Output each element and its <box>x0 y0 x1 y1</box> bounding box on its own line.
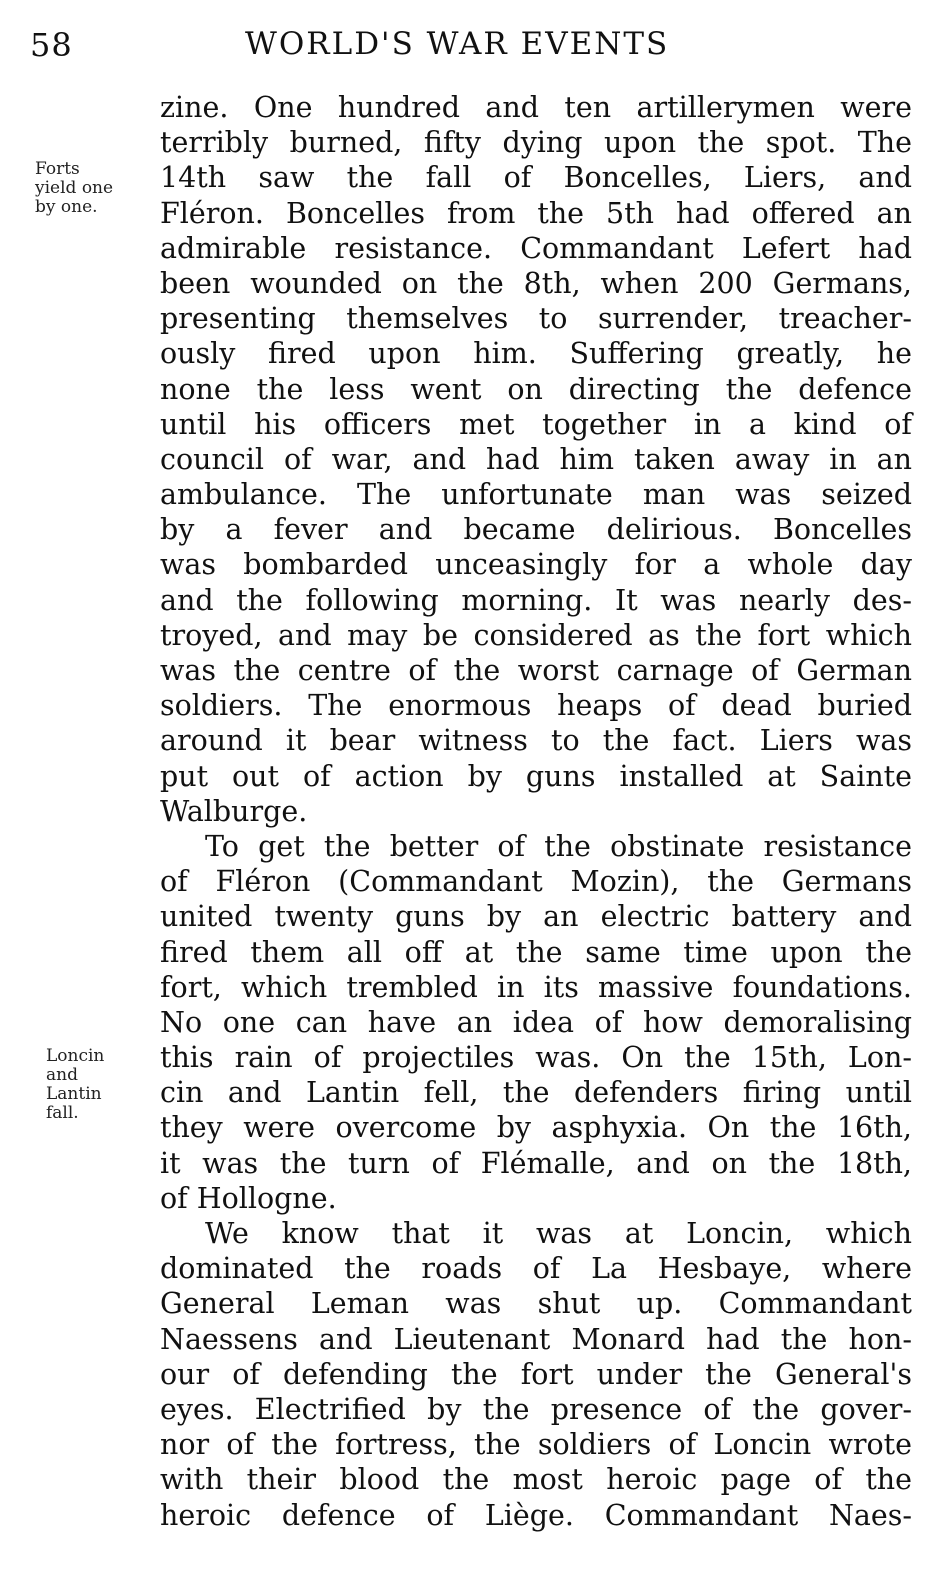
text-line: fired them all off at the same time upon the <box>160 935 912 969</box>
text-line: was bombarded unceasingly for a whole day <box>160 548 912 582</box>
text-line: until his officers met together in a kind of <box>160 407 912 441</box>
text-line: council of war, and had him taken away in an <box>160 442 912 476</box>
text-line: soldiers. The enormous heaps of dead buried <box>160 689 912 723</box>
text-line: Fléron. Boncelles from the 5th had offered an <box>160 196 912 230</box>
sidenote-line: by one. <box>35 197 98 217</box>
text-line: our of defending the fort under the General's <box>160 1357 912 1391</box>
text-line: heroic defence of Liège. Commandant Naes- <box>160 1498 912 1532</box>
text-line: with their blood the most heroic page of the <box>160 1463 912 1497</box>
text-line: was the centre of the worst carnage of German <box>160 654 912 687</box>
text-line: by a fever and became delirious. Boncelles <box>160 513 912 547</box>
text-line: 14th saw the fall of Boncelles, Liers, and <box>160 161 912 195</box>
text-line: fort, which trembled in its massive foundations. <box>160 970 912 1004</box>
sidenote-line: Lantin <box>46 1084 102 1104</box>
text-line: and the following morning. It was nearly des- <box>160 583 912 617</box>
text-line: of Hollogne. <box>160 1181 337 1215</box>
text-line: ambulance. The unfortunate man was seized <box>160 478 912 512</box>
page-header <box>0 22 950 72</box>
text-line: To get the better of the obstinate resistance <box>205 829 912 863</box>
text-line: been wounded on the 8th, when 200 Germans, <box>160 266 912 300</box>
text-line: admirable resistance. Commandant Lefert had <box>160 231 912 265</box>
sidenote-line: and <box>46 1065 78 1085</box>
sidenote-line: yield one <box>35 178 114 198</box>
text-line: eyes. Electrified by the presence of the gover- <box>160 1392 912 1426</box>
sidenote-line: Forts <box>35 159 80 179</box>
text-line: terribly burned, fifty dying upon the spot. The <box>160 126 912 160</box>
sidenote-loncin-lantin <box>46 1047 104 1123</box>
text-line: Walburge. <box>160 794 308 828</box>
text-line: No one can have an idea of how demoralising <box>160 1005 912 1039</box>
text-line: this rain of projectiles was. On the 15th, Lon- <box>160 1041 912 1075</box>
sidenote-line: fall. <box>46 1103 79 1123</box>
text-line: We know that it was at Loncin, which <box>205 1217 912 1250</box>
text-line: around it bear witness to the fact. Liers was <box>160 724 912 758</box>
text-line: Naessens and Lieutenant Monard had the hon- <box>160 1322 912 1356</box>
text-line: put out of action by guns installed at Sainte <box>160 759 912 793</box>
text-line: they were overcome by asphyxia. On the 16th, <box>160 1111 912 1145</box>
sidenote-forts-yield <box>35 160 113 217</box>
text-line: united twenty guns by an electric battery and <box>160 900 912 934</box>
running-title: WORLD'S WAR EVENTS <box>245 26 670 62</box>
text-line: zine. One hundred and ten artillerymen were <box>160 91 912 124</box>
text-line: presenting themselves to surrender, treacher- <box>160 302 912 336</box>
text-line: of Fléron (Commandant Mozin), the Germans <box>160 865 912 899</box>
text-line: dominated the roads of La Hesbaye, where <box>160 1252 912 1286</box>
text-line: ously fired upon him. Suffering greatly, he <box>160 337 912 371</box>
text-line: troyed, and may be considered as the fort which <box>160 618 912 652</box>
text-line: cin and Lantin fell, the defenders firing until <box>160 1076 912 1110</box>
text-line: General Leman was shut up. Commandant <box>160 1287 912 1321</box>
text-line: it was the turn of Flémalle, and on the 18th, <box>160 1146 912 1180</box>
text-line: none the less went on directing the defence <box>160 372 912 406</box>
body-text <box>160 90 912 1533</box>
text-line: nor of the fortress, the soldiers of Loncin wrote <box>160 1428 912 1462</box>
sidenote-line: Loncin <box>46 1046 105 1066</box>
page-number: 58 <box>30 26 73 64</box>
